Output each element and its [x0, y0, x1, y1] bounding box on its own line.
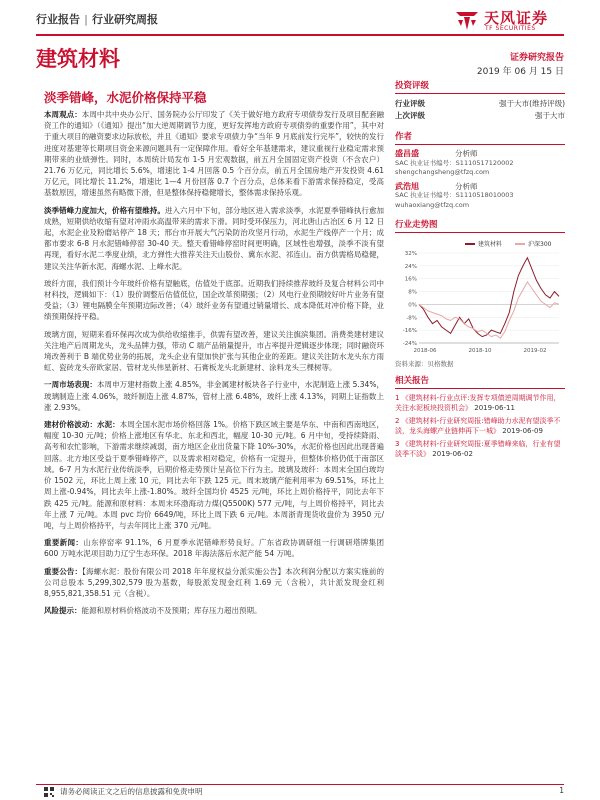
paragraph-text: 【海螺水泥：股份有限公司 2018 年年度权益分派实施公告】本次利润分配以方案实施前的公司总股本 5,299,302,579 股为基数，每股派发现金红利 1.69 元（含税），共计派发现金红利 8,955,821,358.51 元（含税）。 [44, 566, 385, 598]
footer-divider [36, 784, 564, 785]
author-name: 武浩旭 [395, 181, 419, 191]
related-report-title[interactable]: 2 《建筑材料-行业研究周报:错峰助力水泥有望淡季不淡，龙头海螺产业链伸再下一城》 [395, 417, 561, 435]
x-tick-label: 2018-06 [413, 348, 437, 354]
main-body [44, 109, 384, 622]
trend-section-title: 行业走势图 [395, 218, 565, 233]
related-report-date: 2019-06-09 [502, 427, 543, 435]
paragraph-market [44, 379, 384, 413]
x-tick-label: 2019-02 [523, 348, 547, 354]
industry-rating-label: 行业评级 [395, 99, 425, 108]
paragraph-text: 玻纤方面，我们预计今年玻纤价格有望触底，估值处于底部。近期我们持续推荐玻纤及复合材料公司中材科技，逻辑如下：（1）股价调整后估值低位，国企改革预期强；（2）风电行业预期较好叶片业务有望受益；（3）锂电隔膜全年预期边际改善；（4）玻纤业务有望通过销量增长、成本降低对冲价格下降，业绩预期保持平稳。 [44, 278, 384, 322]
footer-disclaimer: 请务必阅读正文之后的信息披露和免责申明 [60, 787, 203, 796]
legend-label: 沪深300 [528, 241, 552, 248]
y-tick-label: 0% [408, 302, 417, 309]
qr-code-icon [44, 787, 54, 797]
related-section-title: 相关报告 [395, 374, 565, 389]
paragraph-text: 玻璃方面，短期来看环保再次成为供给收缩推手，供需有望改善，建议关注旗滨集团。消费类建材建议关注地产后周期龙头，龙头品牌力强，带动 C 端产品销量提升，市占率提升逻辑逐步体现；同时融资环境改善利于 B 端优势业务的拓展，龙头企业有望加快扩张与其他企业的差距。建议关注防水龙头东方雨虹、瓷砖龙头帝欧家居、管材龙头伟星新材、石膏板龙头北新建材、涂料龙头三棵树等。 [44, 329, 385, 373]
paragraph-lead: 本周观点： [44, 110, 82, 119]
paragraph-offpeak [44, 205, 384, 272]
related-report-date: 2019-06-11 [474, 404, 515, 412]
y-tick-label: 8% [408, 289, 417, 296]
related-report-title[interactable]: 1 《建筑材料-行业点评:发挥专项债逆周期调节作用，关注水泥板块投资机会》 [395, 394, 561, 412]
paragraph-views [44, 109, 384, 199]
industry-rating-row [395, 98, 565, 110]
author-cert: SAC 执业证书编号：S1110517120002 [395, 158, 514, 167]
header-divider [36, 34, 564, 36]
y-tick-label: -24% [402, 341, 417, 347]
legend-label: 建筑材料 [478, 241, 503, 248]
subcategory-label: 行业研究周报 [92, 13, 159, 26]
separator: | [84, 13, 89, 26]
y-tick-label: 16% [404, 276, 417, 283]
paragraph-text: 本周全国水泥市场价格回落 1%。价格下跌区域主要是华东、中南和西南地区，幅度 10-30 元/吨；价格上涨地区有华北、东北和西北，幅度 10-30 元/吨。6 月中旬，受持续降雨、高考和农忙影响，下游需求继续减弱，南方地区企业出货量下降 10%-30%，水泥价格也因此出现普遍回落。北方地区受益于夏季错峰停产，以及需求相对稳定，价格有一定提升，但整体价格仍低于南部区域。6-7 月为水泥行业传统淡季，后期价格走势预计呈高位下行为主。玻璃及玻纤：本周末全国白玻均价 1502 元，环比上周上涨 10 元，同比去年下跌 125 元。周末玻璃产能利用率为 69.51%，环比上周上涨-0.94%，同比去年上涨-1.80%。玻纤全国均价 4525 元/吨，环比上周价格持平，同比去年下跌 425 元/吨。能源和原材料：本周末环渤海动力煤(Q5500K) 577 元/吨，与上周价格持平，同比去年上涨 7 元/吨。本周 pvc 均价 6649/吨，环比上周下跌 6 元/吨。本周浙青现货收盘价为 3950 元/吨，与上周价格持平，与去年同比上涨 370 元/吨。 [44, 420, 385, 530]
paragraph-fiberglass [44, 278, 384, 323]
x-tick-label: 2018-10 [468, 348, 492, 354]
paragraph-lead: 重要新闻： [44, 538, 84, 548]
report-category [36, 11, 158, 27]
y-tick-label: 32% [404, 251, 417, 257]
related-reports [395, 393, 565, 459]
paragraph-text: 山东停窑率 91.1%，6 月夏季水泥错峰形势良好。广东省政协调研组一行调研塔牌集团 600 万吨水泥项目助力辽宁生态环保。2018 年海法落后水泥产能 54 万吨。 [44, 538, 385, 559]
related-report-date: 2019-06-02 [432, 450, 473, 458]
author-email[interactable]: wuhaoxiang@tfzq.com [395, 200, 470, 209]
company-logo [454, 6, 564, 36]
sidebar [395, 79, 565, 462]
y-tick-label: -16% [402, 328, 417, 335]
author-name: 盛昌盛 [395, 149, 419, 158]
authors-section-title: 作者 [395, 130, 565, 145]
author-role: 分析师 [455, 149, 478, 158]
related-report-link[interactable] [395, 439, 565, 459]
paragraph-prices [44, 419, 384, 531]
page-title: 建筑材料 [36, 47, 120, 71]
paragraph-risk [44, 605, 384, 616]
paragraph-lead: 一周市场表现： [44, 380, 97, 390]
paragraph-text: 进入六月中下旬，部分地区进入需求淡季，水泥夏季错峰执行愈加成熟，短期供给收缩有望对冲雨水高温带来的需求下滑。同时受环保压力，河北唐山古冶区 6 月 12 日起，水泥企业及粉磨站停产 18 天；邢台市开展大气污染防治攻坚月行动，水泥生产线停产一个月；成都市要求 6-8 月水泥错峰停窑 30-40 天。整天看错峰停窑时间更明确，区域性也增强，淡季不淡有望再现，看好水泥二季度业绩，北方弹性大推荐关注天山股份、冀东水泥、祁连山。南方供需格局稳健，建议关注华新水泥、海螺水泥、上峰水泥。 [44, 205, 385, 271]
paragraph-text: 本周申万建材指数上涨 4.85%，非金属建材板块各子行业中，水泥制造上涨 5.34%，玻璃制造上涨 4.06%，玻纤制造上涨 4.87%，管材上涨 6.48%，玻纤上涨 4.13%，同期上证指数上涨 2.93%。 [44, 380, 385, 412]
page-number: 1 [559, 786, 564, 795]
prev-rating-label: 上次评级 [395, 111, 425, 120]
report-date: 2019 年 06 月 15 日 [476, 67, 564, 77]
author-cert: SAC 执业证书编号：S1110518010003 [395, 191, 514, 199]
y-tick-label: 24% [404, 263, 417, 270]
paragraph-lead: 建材价格波动：水泥： [44, 420, 120, 430]
paragraph-text: 能源和原材料价格波动不及预期；库存压力超出预期。 [81, 606, 262, 616]
paragraph-lead: 淡季错峰力度加大，价格有望维持。 [44, 205, 165, 215]
logo-text-cn: 天风证券 [484, 9, 549, 27]
rating-section-title: 投资评级 [395, 79, 565, 94]
trend-chart-svg [395, 237, 565, 357]
paragraph-text: 本周中共中央办公厅、国务院办公厅印发了《关于做好地方政府专项债券发行及项目配套融资工作的通知》（《通知》提出“加大逆周期调节力度，更好发挥地方政府专项债券的重要作用”，其中对于重大项目的融资要求边际放松，并且《通知》要求专项债力争“当年 9 月底前发行完毕”，较快的发行进度对基建等长期项目资金来源问题具有一定保障作用。看好全年基建需求，建议重视行业稳定需求预期带来的业绩弹性。同时，本周统计局发布 1-5 月宏观数据，前五月全国固定资产投资（不含农户）21.76 万亿元，同比增长 5.6%，增速比 1-4 月回落 0.5 个百分点，前五月全国房地产开发投资 4.61 万亿元，同比增长 11.2%，增速比 1—4 月份回落 0.7 个百分点，总体来看下游需求保持稳定，受高基数原因，增速虽然有略微下滑，但是整体保持稳健增长，整体需求保持乐观。 [44, 110, 385, 198]
author-card [395, 149, 565, 178]
category-label: 行业报告 [36, 13, 80, 26]
paragraph-lead: 重要公告： [44, 566, 83, 576]
related-report-title[interactable]: 3 《建筑材料-行业研究周报:夏季错峰来临，行业有望淡季不淡》 [395, 440, 561, 458]
headline: 淡季错峰，水泥价格保持平稳 [44, 90, 207, 105]
chart-source: 资料来源：贝格数据 [395, 360, 454, 368]
logo-text-en: TF SECURITIES [485, 25, 536, 32]
series-line-csi300 [419, 282, 559, 338]
prev-rating-value: 强于大市 [535, 111, 565, 120]
y-tick-label: -8% [406, 315, 417, 322]
industry-rating-value: 强于大市(维持评级) [499, 99, 565, 108]
paragraph-announcement [44, 566, 384, 600]
author-role: 分析师 [455, 181, 478, 191]
report-type: 证券研究报告 [509, 53, 564, 63]
related-report-link[interactable] [395, 393, 565, 413]
paragraph-lead: 风险提示： [44, 606, 82, 616]
prev-rating-row [395, 110, 565, 122]
paragraph-news [44, 537, 384, 559]
related-report-link[interactable] [395, 416, 565, 436]
author-card [395, 182, 565, 211]
paragraph-glass [44, 329, 384, 374]
author-email[interactable]: shengchangsheng@tfzq.com [395, 168, 490, 176]
logo-mark-icon [454, 8, 480, 32]
trend-chart [395, 237, 565, 357]
